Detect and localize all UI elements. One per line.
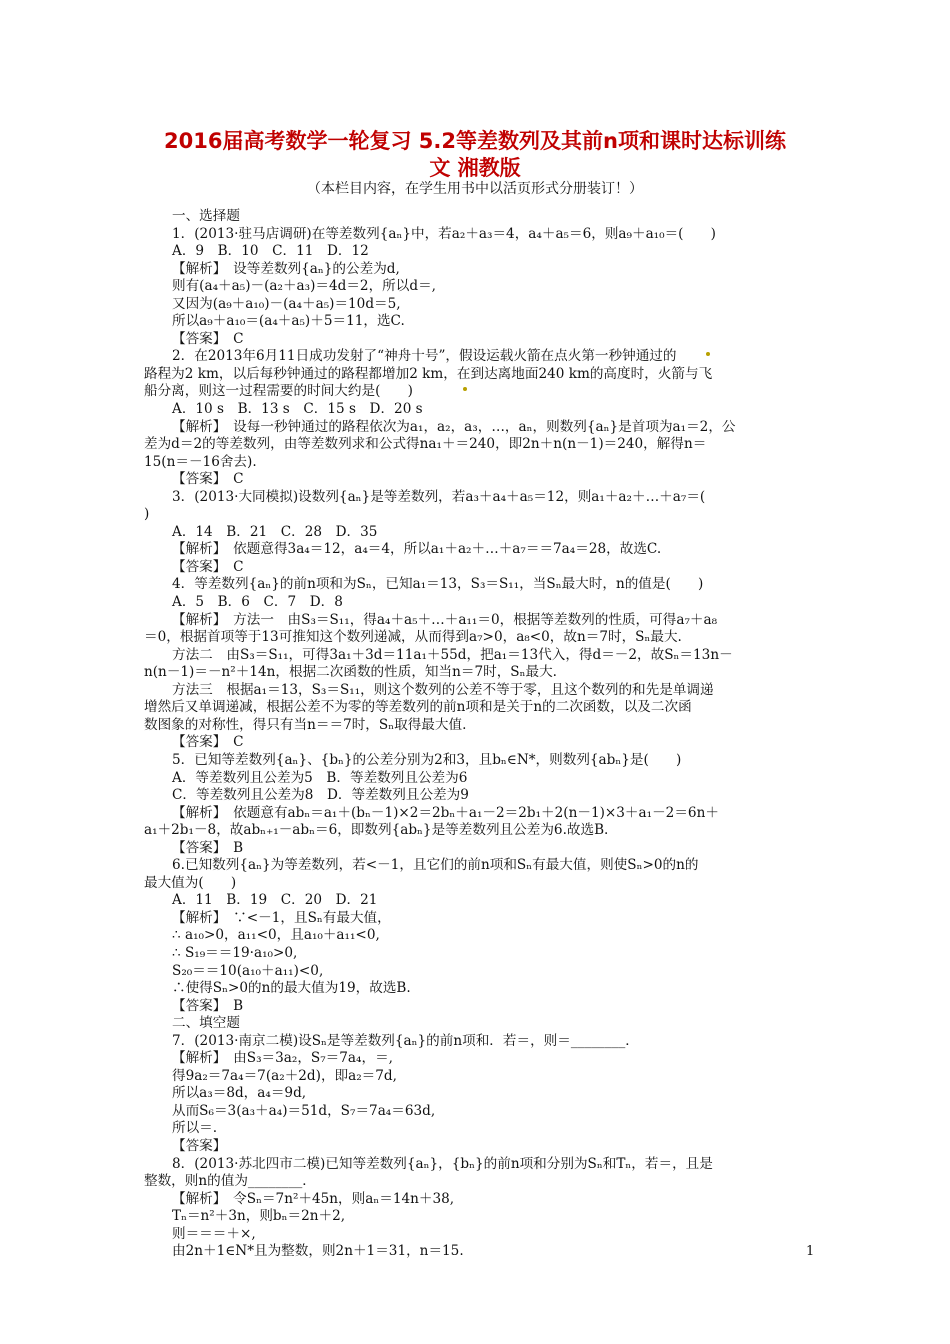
text-line: 5．已知等差数列{aₙ}、{bₙ}的公差分别为2和3，且bₙ∈N*，则数列{abₙ}是( ) <box>172 751 682 768</box>
document-title <box>120 128 830 182</box>
text-line: 又因为(a₉＋a₁₀)－(a₄＋a₅)＝10d＝5, <box>172 295 401 312</box>
text-line: 方法二 由S₃＝S₁₁，可得3a₁＋3d＝11a₁＋55d，把a₁＝13代入，得d＝－2，故Sₙ＝13n－ <box>172 646 733 663</box>
text-line: ∴ a₁₀>0，a₁₁<0，且a₁₀＋a₁₁<0, <box>172 927 380 944</box>
text-line: A．14 B．21 C．28 D．35 <box>172 523 378 540</box>
text-line: 【答案】 C <box>172 558 244 575</box>
text-line: 最大值为( ) <box>144 874 237 891</box>
text-line: A．10 s B．13 s C．15 s D．20 s <box>172 401 423 418</box>
title-line-1: 2016届高考数学一轮复习 5.2等差数列及其前n项和课时达标训练 <box>164 129 786 153</box>
text-line: 4．等差数列{aₙ}的前n项和为Sₙ，已知a₁＝13，S₃＝S₁₁，当Sₙ最大时，n的值是( ) <box>172 576 704 593</box>
text-line: A．11 B．19 C．20 D．21 <box>172 892 378 909</box>
text-line: ∴ S₁₉＝＝19·a₁₀>0, <box>172 944 298 961</box>
text-line: 整数，则n的值为________． <box>144 1173 316 1190</box>
text-line: 二、填空题 <box>172 1015 240 1032</box>
stray-mark <box>706 352 710 356</box>
text-line: 所以a₉＋a₁₀＝(a₄＋a₅)＋5＝11，选C. <box>172 313 405 330</box>
text-line: 方法三 根据a₁＝13，S₃＝S₁₁，则这个数列的公差不等于零，且这个数列的和先是单调递 <box>172 681 714 698</box>
text-line: ∴使得Sₙ>0的n的最大值为19，故选B. <box>172 980 411 997</box>
text-line: 路程为2 km，以后每秒钟通过的路程都增加2 km，在到达离地面240 km的高度时，火箭与飞 <box>144 365 713 382</box>
text-line: 一、选择题 <box>172 208 240 224</box>
text-line: 【答案】 C <box>172 330 244 347</box>
text-line: Tₙ＝n²＋3n，则bₙ＝2n＋2, <box>172 1208 346 1225</box>
text-line: 【解析】 ∵<－1，且Sₙ有最大值， <box>172 909 391 926</box>
text-line: 【解析】 由S₃＝3a₂，S₇＝7a₄，＝, <box>172 1050 393 1067</box>
text-line: 【答案】 C <box>172 471 244 488</box>
text-line: 数图象的对称性，得只有当n＝＝7时，Sₙ取得最大值. <box>144 716 467 733</box>
text-line: a₁＋2b₁－8，故abₙ₊₁－abₙ＝6，即数列{abₙ}是等差数列且公差为6.故选B. <box>144 822 609 839</box>
text-line: 6.已知数列{aₙ}为等差数列，若<－1，且它们的前n项和Sₙ有最大值，则使Sₙ>0的n的 <box>172 857 699 874</box>
document-body <box>144 208 810 1261</box>
text-line: 15(n＝－16舍去). <box>144 453 257 470</box>
title-line-2: 文 湘教版 <box>429 156 521 180</box>
page-number: 1 <box>806 1244 815 1259</box>
text-line: A．9 B．10 C．11 D．12 <box>172 243 369 260</box>
text-line: 【答案】 <box>172 1137 227 1154</box>
text-line: 得9a₂＝7a₄＝7(a₂＋2d)，即a₂＝7d, <box>172 1067 397 1084</box>
text-line: 【答案】 B <box>172 997 244 1014</box>
text-line: 【答案】 B <box>172 839 244 856</box>
text-line: 1．(2013·驻马店调研)在等差数列{aₙ}中，若a₂＋a₃＝4，a₄＋a₅＝6，则a₉＋a₁₀＝( ) <box>172 225 716 242</box>
text-line: ＝0，根据首项等于13可推知这个数列递减，从而得到a₇>0，a₈<0，故n＝7时，Sₙ最大. <box>144 629 682 646</box>
text-line: 所以＝. <box>172 1120 218 1137</box>
text-line: 【解析】 令Sₙ＝7n²＋45n，则aₙ＝14n＋38, <box>172 1190 455 1207</box>
text-line: n(n－1)＝－n²＋14n，根据二次函数的性质，知当n＝7时，Sₙ最大. <box>144 664 558 681</box>
document-subtitle: （本栏目内容，在学生用书中以活页形式分册装订！） <box>307 181 643 197</box>
text-line: 【解析】 方法一 由S₃＝S₁₁，得a₄＋a₅＋…＋a₁₁＝0，根据等差数列的性质，可得a₇＋a₈ <box>172 611 718 628</box>
text-line: A．等差数列且公差为5 B．等差数列且公差为6 <box>172 769 468 786</box>
stray-mark <box>463 387 467 391</box>
text-line: 7．(2013·南京二模)设Sₙ是等差数列{aₙ}的前n项和．若＝，则＝________． <box>172 1032 639 1049</box>
text-line: 则有(a₄＋a₅)－(a₂＋a₃)＝4d＝2，所以d＝, <box>172 278 436 295</box>
text-line: 由2n＋1∈N*且为整数，则2n＋1＝31，n＝15. <box>172 1243 464 1260</box>
text-line: 则＝＝＝＋×, <box>172 1225 256 1242</box>
text-line: ) <box>144 506 150 523</box>
text-line: S₂₀＝＝10(a₁₀＋a₁₁)<0, <box>172 962 324 979</box>
text-line: A．5 B．6 C．7 D．8 <box>172 594 343 611</box>
text-line: 【解析】 依题意得3a₄＝12，a₄＝4，所以a₁＋a₂＋…＋a₇＝＝7a₄＝28，故选C. <box>172 541 662 558</box>
text-line: 船分离，则这一过程需要的时间大约是( ) <box>144 383 413 400</box>
text-line: 【解析】 依题意有abₙ＝a₁＋(bₙ－1)×2＝2bₙ＋a₁－2＝2b₁＋2(n－1)×3＋a₁－2＝6n＋ <box>172 804 719 821</box>
text-line: C．等差数列且公差为8 D．等差数列且公差为9 <box>172 787 469 804</box>
text-line: 【解析】 设等差数列{aₙ}的公差为d, <box>172 260 400 277</box>
text-line: 8．(2013·苏北四市二模)已知等差数列{aₙ}，{bₙ}的前n项和分别为Sₙ和Tₙ，若＝，且是 <box>172 1155 713 1172</box>
text-line: 差为d＝2的等差数列，由等差数列求和公式得na₁＋＝240，即2n＋n(n－1)＝240，解得n＝ <box>144 436 707 453</box>
text-line: 2．在2013年6月11日成功发射了“神舟十号”，假设运载火箭在点火第一秒钟通过的 <box>172 348 677 365</box>
text-line: 所以a₃＝8d，a₄＝9d, <box>172 1085 307 1102</box>
text-line: 从而S₆＝3(a₃＋a₄)＝51d，S₇＝7a₄＝63d, <box>172 1102 436 1119</box>
text-line: 增然后又单调递减，根据公差不为零的等差数列的前n项和是关于n的二次函数，以及二次函 <box>144 699 692 716</box>
text-line: 【解析】 设每一秒钟通过的路程依次为a₁，a₂，a₃，…，aₙ，则数列{aₙ}是首项为a₁＝2，公 <box>172 418 736 435</box>
text-line: 3．(2013·大同模拟)设数列{aₙ}是等差数列，若a₃＋a₄＋a₅＝12，则a₁＋a₂＋…＋a₇＝( <box>172 488 706 505</box>
text-line: 【答案】 C <box>172 734 244 751</box>
